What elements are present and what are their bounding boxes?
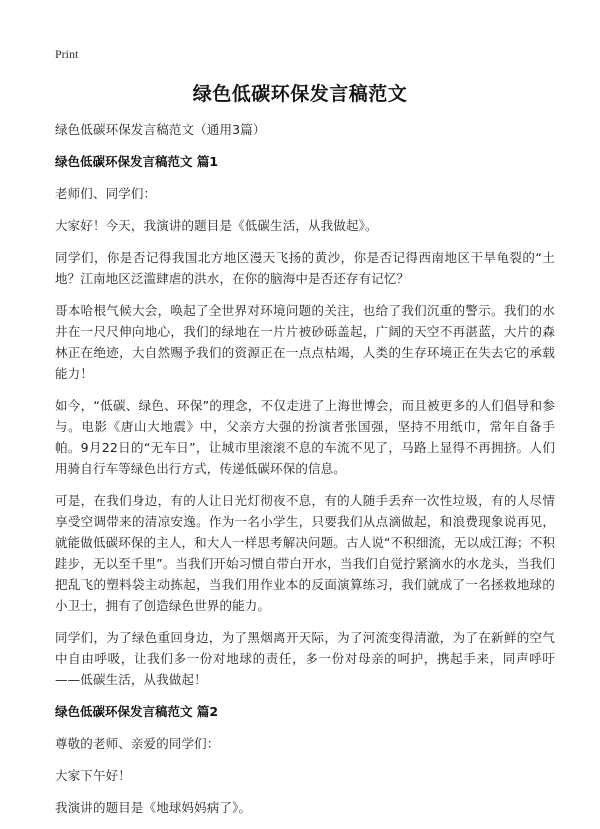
paragraph: 同学们，为了绿色重回身边，为了黑烟离开天际，为了河流变得清澈，为了在新鲜的空气中自由呼吸，让我们多一份对地球的责任，多一份对母亲的呵护，携起手来，同声呼吁——低碳生活，从我做起！ (55, 630, 555, 687)
paragraph: 可是，在我们身边，有的人让日光灯彻夜不息，有的人随手丢弃一次性垃圾，有的人尽情享受空调带来的清凉安逸。作为一名小学生，只要我们从点滴做起，和浪费现象说再见，就能做低碳环保的主人，和大人一样思考解决问题。古人说“不积细流，无以成江海；不积跬步，无以至千里”。当我们开始习惯自带白开水，当我们自觉拧紧滴水的水龙头，当我们把乱飞的塑料袋主动拣起，当我们用作业本的反面演算练习，我们就成了一名拯救地球的小卫士，拥有了创造绿色世界的能力。 (55, 493, 555, 613)
document-body (55, 119, 555, 829)
paragraph: 如今，“低碳、绿色、环保”的理念，不仅走进了上海世博会，而且被更多的人们倡导和参与。电影《唐山大地震》中，父亲方大强的扮演者张国强，坚持不用纸巾，常年自备手帕。9月22日的“无车日”，让城市里滚滚不息的车流不见了，马路上显得不再拥挤。人们用骑自行车等绿色出行方式，传递低碳环保的信息。 (55, 398, 555, 476)
paragraph: 尊敬的老师、亲爱的同学们： (55, 736, 220, 751)
document-title: 绿色低碳环保发言稿范文 (192, 83, 408, 105)
section-heading-1: 绿色低碳环保发言稿范文 篇1 (55, 154, 219, 169)
paragraph: 大家下午好！ (55, 768, 131, 783)
print-link[interactable]: Print (55, 47, 79, 61)
document-subtitle: 绿色低碳环保发言稿范文（通用3篇） (55, 122, 266, 137)
section-heading-2: 绿色低碳环保发言稿范文 篇2 (55, 704, 219, 719)
paragraph: 大家好！今天，我演讲的题目是《低碳生活，从我做起》。 (55, 218, 378, 233)
paragraph: 老师们、同学们： (55, 186, 157, 201)
paragraph: 我演讲的题目是《地球妈妈病了》。 (55, 800, 252, 815)
paragraph: 同学们，你是否记得我国北方地区漫天飞扬的黄沙，你是否记得西南地区干旱龟裂的“土地？江南地区泛滥肆虐的洪水，在你的脑海中是否还存有记忆？ (55, 250, 555, 286)
paragraph: 哥本哈根气候大会，唤起了全世界对环境问题的关注，也给了我们沉重的警示。我们的水井在一尺尺伸向地心，我们的绿地在一片片被砂砾盖起，广阔的天空不再湛蓝，大片的森林正在绝迹，大自然赐予我们的资源正在一点点枯竭，人类的生存环境正在失去它的承载能力！ (55, 303, 555, 381)
